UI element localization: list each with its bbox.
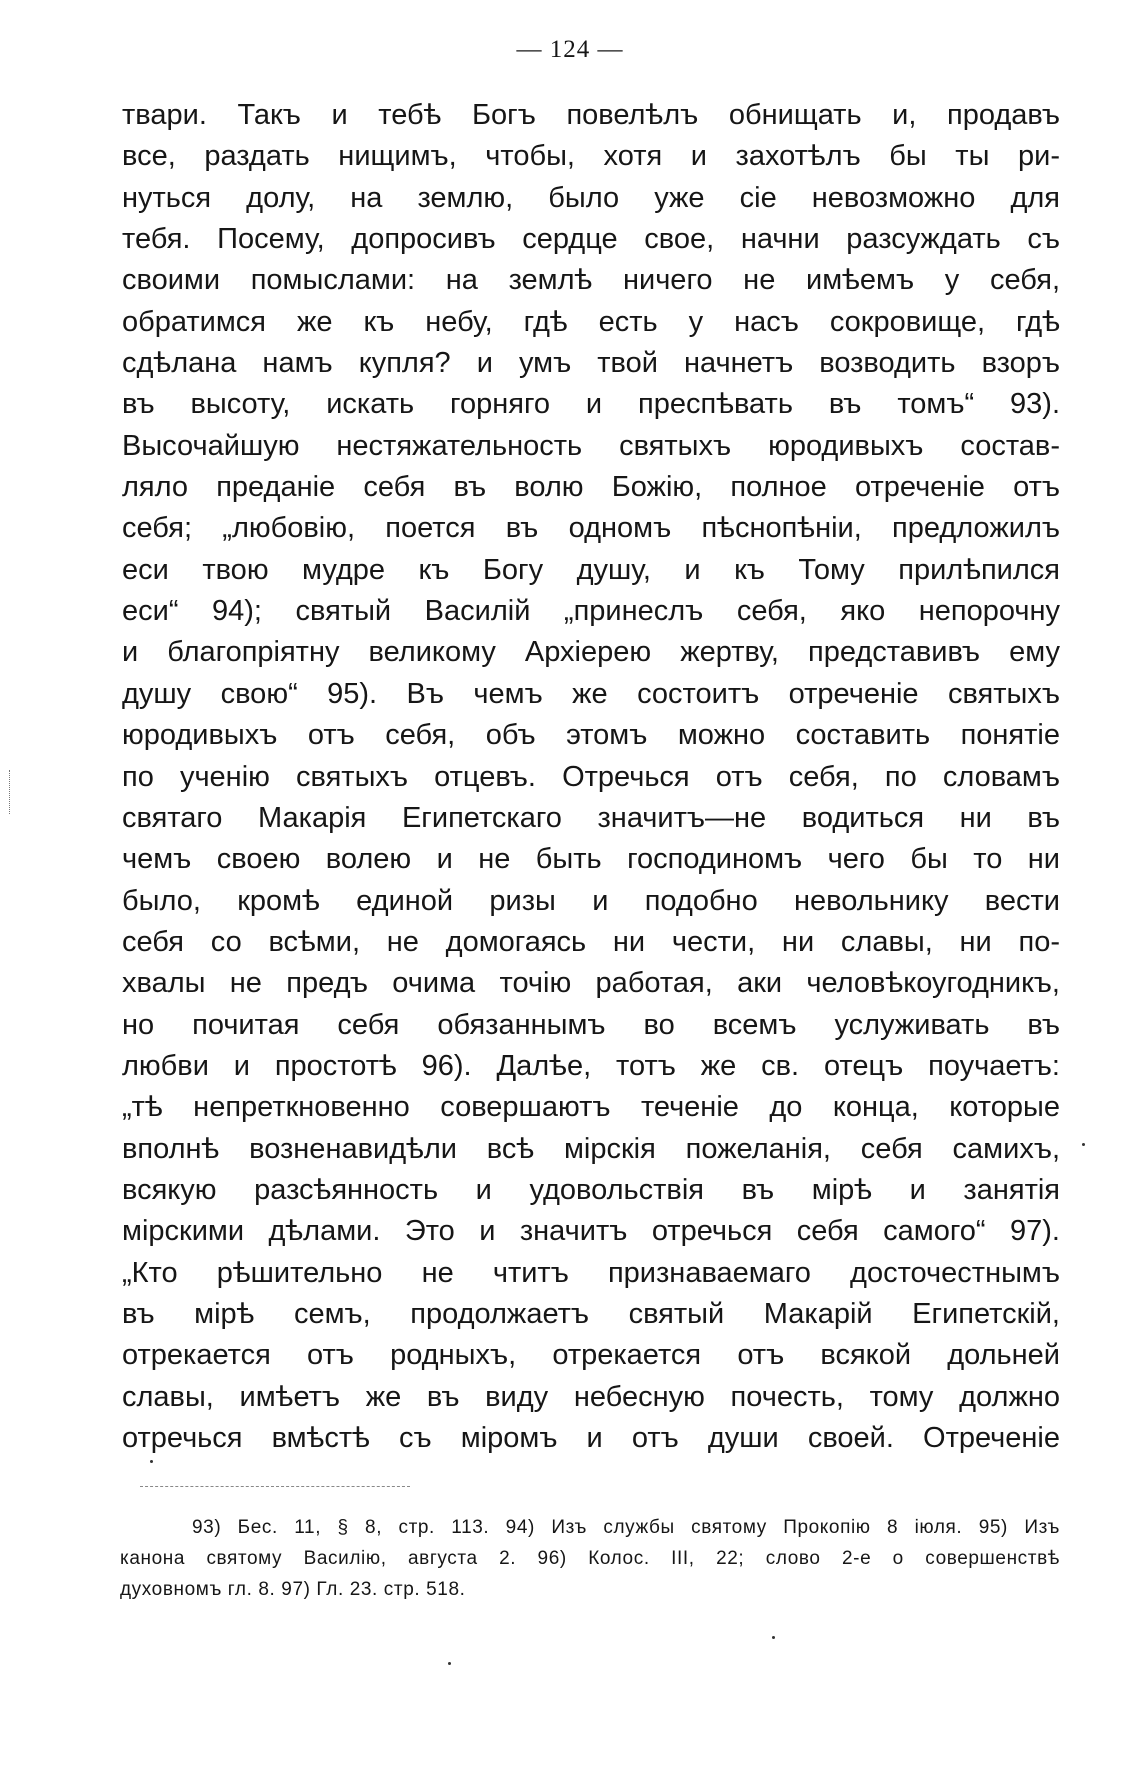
body-line: вполнѣ возненавидѣли всѣ мірскія пожеланія, себя самихъ, — [122, 1132, 1060, 1165]
body-line: „тѣ непреткновенно совершаютъ теченіе до конца, которые — [122, 1091, 1060, 1124]
body-line: хвалы не предъ очима точію работая, аки человѣкоугодникъ, — [122, 967, 1060, 1000]
body-line: отречься вмѣстѣ съ міромъ и отъ души своей. Отреченіе — [122, 1422, 1060, 1454]
body-line: любви и простотѣ 96). Далѣе, тотъ же св. отецъ поучаетъ: — [122, 1049, 1060, 1082]
body-line: ляло преданіе себя въ волю Божію, полное отреченіе отъ — [122, 471, 1060, 504]
body-line: Высочайшую нестяжательность святыхъ юродивыхъ состав- — [122, 429, 1060, 462]
footnote-divider — [140, 1486, 410, 1487]
body-line: было, кромѣ единой ризы и подобно невольнику вести — [122, 884, 1060, 917]
ink-speck — [772, 1636, 775, 1639]
body-line: обратимся же къ небу, гдѣ есть у насъ сокровище, гдѣ — [122, 305, 1060, 338]
body-line: еси“ 94); святый Василій „принеслъ себя, яко непорочну — [122, 595, 1060, 628]
body-line: святаго Макарія Египетскаго значитъ—не водиться ни въ — [122, 801, 1060, 834]
margin-mark — [9, 770, 11, 814]
ink-speck — [448, 1662, 451, 1665]
ink-speck — [1082, 1143, 1085, 1146]
body-line: тебя. Посему, допросивъ сердце свое, начни разсуждать съ — [122, 223, 1060, 256]
body-line: своими помыслами: на землѣ ничего не имѣемъ у себя, — [122, 264, 1060, 297]
body-line: твари. Такъ и тебѣ Богъ повелѣлъ обнищать и, продавъ — [122, 99, 1060, 131]
body-line: отрекается отъ родныхъ, отрекается отъ всякой дольней — [122, 1339, 1060, 1372]
page-number: — 124 — — [516, 36, 624, 63]
body-line: юродивыхъ отъ себя, объ этомъ можно составить понятіе — [122, 719, 1060, 752]
body-text — [122, 95, 1060, 1459]
body-line: все, раздать нищимъ, чтобы, хотя и захотѣлъ бы ты ри- — [122, 140, 1060, 173]
ink-speck — [150, 1460, 153, 1463]
body-line: въ высоту, искать горняго и преспѣвать въ томъ“ 93). — [122, 388, 1060, 421]
body-line: всякую разсѣянность и удовольствія въ мірѣ и занятія — [122, 1173, 1060, 1206]
body-line: сдѣлана намъ купля? и умъ твой начнетъ возводить взоръ — [122, 347, 1060, 380]
body-line: чемъ своею волею и не быть господиномъ чего бы то ни — [122, 843, 1060, 876]
body-line: по ученію святыхъ отцевъ. Отречься отъ себя, по словамъ — [122, 760, 1060, 793]
body-line: себя; „любовію, поется въ одномъ пѣснопѣніи, предложилъ — [122, 512, 1060, 545]
body-line: славы, имѣетъ же въ виду небесную почесть, тому должно — [122, 1380, 1060, 1413]
footnote-line: 93) Бес. 11, § 8, стр. 113. 94) Изъ службы святому Прокопію 8 іюля. 95) Изъ — [192, 1517, 1060, 1538]
footnote-line: духовномъ гл. 8. 97) Гл. 23. стр. 518. — [120, 1579, 466, 1600]
footnote-line: канона святому Василію, августа 2. 96) Колос. III, 22; слово 2-е о совершенствѣ — [120, 1548, 1060, 1569]
body-line: но почитая себя обязаннымъ во всемъ услуживать въ — [122, 1008, 1060, 1041]
body-line: нуться долу, на землю, было уже сіе невозможно для — [122, 181, 1060, 214]
body-line: душу свою“ 95). Въ чемъ же состоитъ отреченіе святыхъ — [122, 677, 1060, 710]
body-line: „Кто рѣшительно не чтитъ признаваемаго досточестнымъ — [122, 1256, 1060, 1289]
body-line: въ мірѣ семъ, продолжаетъ святый Макарій Египетскій, — [122, 1297, 1060, 1330]
body-line: мірскими дѣлами. Это и значитъ отречься себя самого“ 97). — [122, 1215, 1060, 1248]
body-line: и благопріятну великому Архіерею жертву, представивъ ему — [122, 636, 1060, 669]
footnotes — [120, 1512, 1060, 1605]
body-line: еси твою мудре къ Богу душу, и къ Тому прилѣпился — [122, 553, 1060, 586]
body-line: себя со всѣми, не домогаясь ни чести, ни славы, ни по- — [122, 925, 1060, 958]
